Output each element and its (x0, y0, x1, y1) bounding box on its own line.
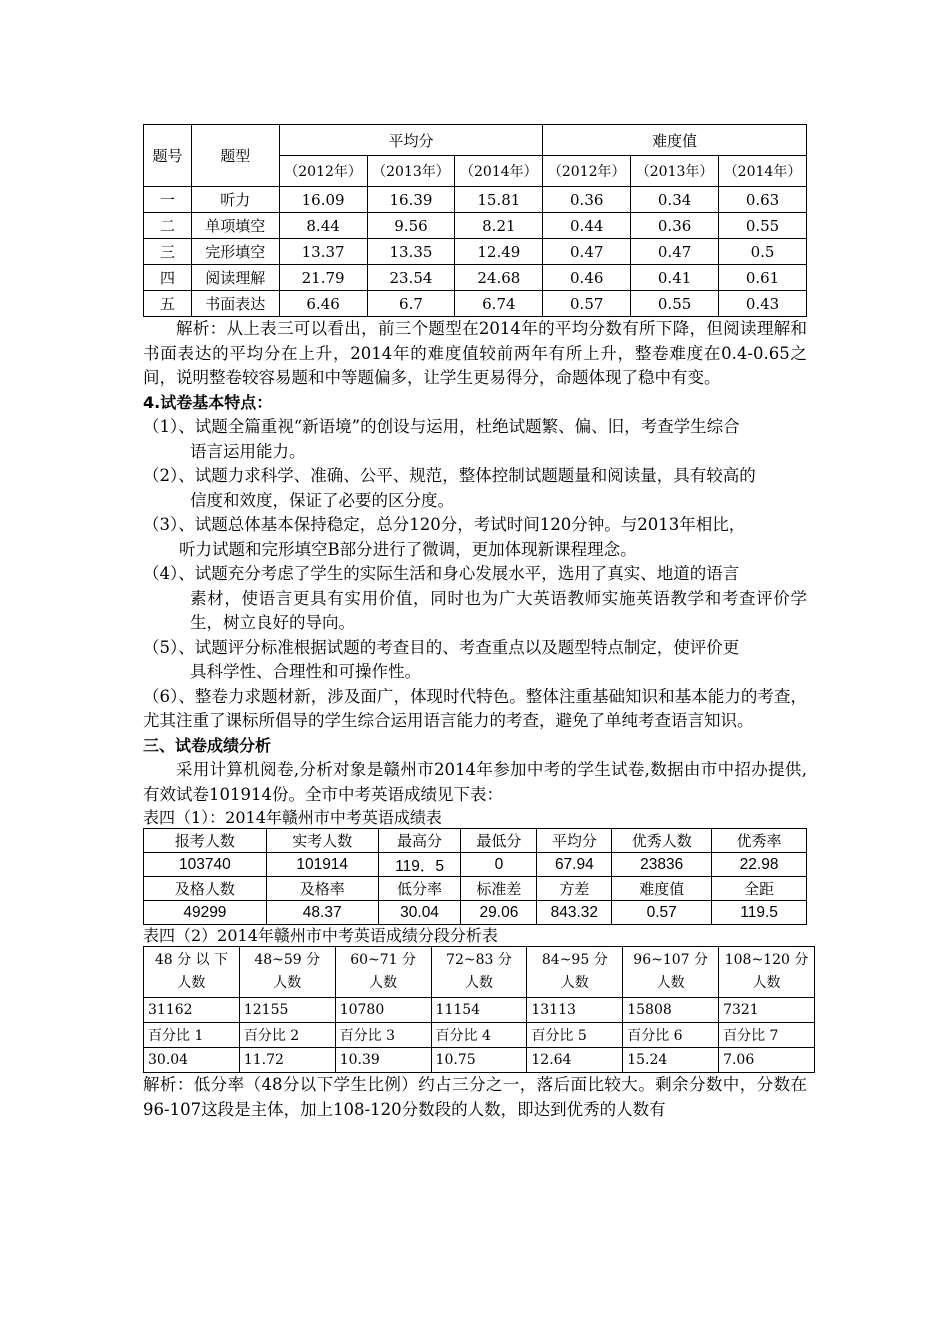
feature-item-2 (143, 464, 807, 513)
table-row (144, 265, 807, 291)
cell: 31162 (144, 998, 240, 1023)
col-header-no: 题号 (144, 125, 192, 187)
cell: 96~107 分 人数 (623, 947, 719, 998)
cell: 119．5 (378, 853, 461, 877)
cell: 百分比 1 (144, 1023, 240, 1048)
cell: 及格人数 (144, 877, 267, 901)
cell: 49299 (144, 901, 267, 925)
cell: 13.37 (279, 239, 367, 265)
cell: 8.21 (455, 213, 543, 239)
score-difficulty-table (143, 124, 807, 317)
cell: 二 (144, 213, 192, 239)
cell: 0.57 (543, 291, 631, 317)
cell: 67.94 (537, 853, 612, 877)
cell: 最低分 (461, 829, 537, 853)
cell: 完形填空 (191, 239, 279, 265)
cell: 四 (144, 265, 192, 291)
cell: 低分率 (378, 877, 461, 901)
cell: 0.47 (543, 239, 631, 265)
table-caption-1: 表四（1）：2014年赣州市中考英语成绩表 (143, 808, 442, 827)
cell: 7.06 (719, 1048, 815, 1073)
col-header-type: 题型 (191, 125, 279, 187)
feature-item-4 (143, 562, 807, 636)
cell: 15.81 (455, 187, 543, 213)
cell: 百分比 3 (335, 1023, 431, 1048)
cell: 10.75 (431, 1048, 527, 1073)
cell: 0.41 (631, 265, 719, 291)
year-header: （2014年） (719, 156, 807, 187)
cell: 0.47 (631, 239, 719, 265)
cell: 百分比 4 (431, 1023, 527, 1048)
cell: 百分比 5 (527, 1023, 623, 1048)
cell: 0.57 (612, 901, 712, 925)
analysis-paragraph-1: 解析：从上表三可以看出，前三个题型在2014年的平均分数有所下降，但阅读理解和书面表达的平均分在上升，2014年的难度值较前两年有所上升，整卷难度在0.4-0.65之间，说明整卷较容易题和中等题偏多，让学生更易得分，命题体现了稳中有变。 (143, 319, 807, 387)
feature-text-cont: 语言运用能力。 (190, 441, 306, 461)
cell: 30.04 (378, 901, 461, 925)
feature-text: 试题力求科学、准确、公平、规范，整体控制试题题量和阅读量，具有较高的 (194, 466, 756, 485)
cell: 13.35 (367, 239, 455, 265)
feature-tag: （4）、 (143, 564, 195, 583)
year-header: （2012年） (543, 156, 631, 187)
feature-item-3 (143, 513, 807, 562)
cell: 平均分 (537, 829, 612, 853)
year-header: （2012年） (279, 156, 367, 187)
cell: 难度值 (612, 877, 712, 901)
cell: 72~83 分 人数 (431, 947, 527, 998)
table-row (144, 1023, 815, 1048)
cell: 12155 (239, 998, 335, 1023)
table-row (144, 213, 807, 239)
year-header: （2014年） (455, 156, 543, 187)
cell: 11.72 (239, 1048, 335, 1073)
cell: 6.7 (367, 291, 455, 317)
cell: 0.63 (719, 187, 807, 213)
cell: 84~95 分 人数 (527, 947, 623, 998)
cell: 及格率 (266, 877, 378, 901)
cell: 23.54 (367, 265, 455, 291)
cell: 三 (144, 239, 192, 265)
table-row (144, 829, 807, 853)
group-header-diff: 难度值 (543, 125, 807, 156)
score-band-table (143, 946, 815, 1073)
cell: 11154 (431, 998, 527, 1023)
cell: 0.55 (631, 291, 719, 317)
table-row (144, 291, 807, 317)
cell: 单项填空 (191, 213, 279, 239)
feature-tag: （3）、 (143, 515, 195, 534)
feature-text: 试题总体基本保持稳定，总分120分，考试时间120分钟。与2013年相比， (194, 515, 746, 534)
score-summary-table (143, 828, 807, 925)
cell: 12.49 (455, 239, 543, 265)
cell: 22.98 (712, 853, 807, 877)
cell: 23836 (612, 853, 712, 877)
cell: 119.5 (712, 901, 807, 925)
cell: 21.79 (279, 265, 367, 291)
cell: 8.44 (279, 213, 367, 239)
cell: 24.68 (455, 265, 543, 291)
cell: 实考人数 (266, 829, 378, 853)
feature-item-1 (143, 415, 807, 464)
cell: 0.61 (719, 265, 807, 291)
cell: 报考人数 (144, 829, 267, 853)
cell: 29.06 (461, 901, 537, 925)
cell: 9.56 (367, 213, 455, 239)
cell: 0.43 (719, 291, 807, 317)
cell: 0.5 (719, 239, 807, 265)
cell: 全距 (712, 877, 807, 901)
cell: 0.44 (543, 213, 631, 239)
cell: 108~120 分 人数 (719, 947, 815, 998)
table-row (144, 947, 815, 998)
cell: 标准差 (461, 877, 537, 901)
feature-item-6: （6）、整卷力求题材新，涉及面广，体现时代特色。整体注重基础知识和基本能力的考查，尤其注重了课标所倡导的学生综合运用语言能力的考查，避免了单纯考查语言知识。 (143, 686, 807, 730)
feature-text-cont: 听力试题和完形填空B部分进行了微调，更加体现新课程理念。 (179, 539, 637, 559)
intro-paragraph: 采用计算机阅卷,分析对象是赣州市2014年参加中考的学生试卷,数据由市中招办提供,有效试卷101914份。全市中考英语成绩见下表： (143, 760, 807, 804)
cell: 101914 (266, 853, 378, 877)
feature-tag: （2）、 (143, 466, 195, 485)
analysis-paragraph-2: 解析：低分率（48分以下学生比例）约占三分之一，落后面比较大。剩余分数中，分数在96-107这段是主体，加上108-120分数段的人数，即达到优秀的人数有 (143, 1075, 807, 1119)
group-header-avg: 平均分 (279, 125, 543, 156)
cell: 15.24 (623, 1048, 719, 1073)
document-page (143, 124, 807, 1122)
cell: 0.55 (719, 213, 807, 239)
cell: 30.04 (144, 1048, 240, 1073)
cell: 0.36 (543, 187, 631, 213)
cell: 0.46 (543, 265, 631, 291)
table-row (144, 901, 807, 925)
cell: 阅读理解 (191, 265, 279, 291)
cell: 10.39 (335, 1048, 431, 1073)
feature-text-cont: 素材，使语言更具有实用价值，同时也为广大英语教师实施英语教学和考查评价学生，树立良好的导向。 (190, 588, 807, 632)
cell: 五 (144, 291, 192, 317)
feature-text: 试题评分标准根据试题的考查目的、考查重点以及题型特点制定，使评价更 (194, 637, 740, 657)
cell: 16.39 (367, 187, 455, 213)
table-caption-2: 表四（2）2014年赣州市中考英语成绩分段分析表 (143, 926, 498, 945)
cell: 一 (144, 187, 192, 213)
feature-text: 试题充分考虑了学生的实际生活和身心发展水平，选用了真实、地道的语言 (194, 564, 740, 583)
cell: 103740 (144, 853, 267, 877)
cell: 12.64 (527, 1048, 623, 1073)
cell: 6.46 (279, 291, 367, 317)
cell: 0.34 (631, 187, 719, 213)
table-row (144, 187, 807, 213)
cell: 优秀率 (712, 829, 807, 853)
table-row (144, 877, 807, 901)
cell: 0.36 (631, 213, 719, 239)
feature-text: 试题全篇重视“新语境”的创设与运用，杜绝试题繁、偏、旧，考查学生综合 (194, 417, 740, 436)
cell: 百分比 6 (623, 1023, 719, 1048)
cell: 48 分 以 下 人数 (144, 947, 240, 998)
cell: 6.74 (455, 291, 543, 317)
cell: 13113 (527, 998, 623, 1023)
table-row (144, 853, 807, 877)
table-row (144, 239, 807, 265)
section-4-title: 4.试卷基本特点： (143, 392, 273, 412)
cell: 方差 (537, 877, 612, 901)
cell: 最高分 (378, 829, 461, 853)
cell: 843.32 (537, 901, 612, 925)
cell: 16.09 (279, 187, 367, 213)
cell: 0 (461, 853, 537, 877)
table-row (144, 1048, 815, 1073)
cell: 10780 (335, 998, 431, 1023)
section-3-title: 三、试卷成绩分析 (143, 735, 272, 755)
feature-item-5 (143, 636, 807, 685)
year-header: （2013年） (631, 156, 719, 187)
cell: 优秀人数 (612, 829, 712, 853)
cell: 百分比 7 (719, 1023, 815, 1048)
cell: 60~71 分 人数 (335, 947, 431, 998)
cell: 听力 (191, 187, 279, 213)
cell: 书面表达 (191, 291, 279, 317)
feature-text-cont: 具科学性、合理性和可操作性。 (190, 662, 421, 681)
cell: 48.37 (266, 901, 378, 925)
cell: 15808 (623, 998, 719, 1023)
table-row (144, 998, 815, 1023)
feature-tag: （1）、 (143, 417, 195, 436)
feature-text-cont: 信度和效度，保证了必要的区分度。 (190, 490, 454, 510)
cell: 48~59 分 人数 (239, 947, 335, 998)
feature-tag: （5）、 (143, 637, 195, 657)
cell: 百分比 2 (239, 1023, 335, 1048)
cell: 7321 (719, 998, 815, 1023)
year-header: （2013年） (367, 156, 455, 187)
